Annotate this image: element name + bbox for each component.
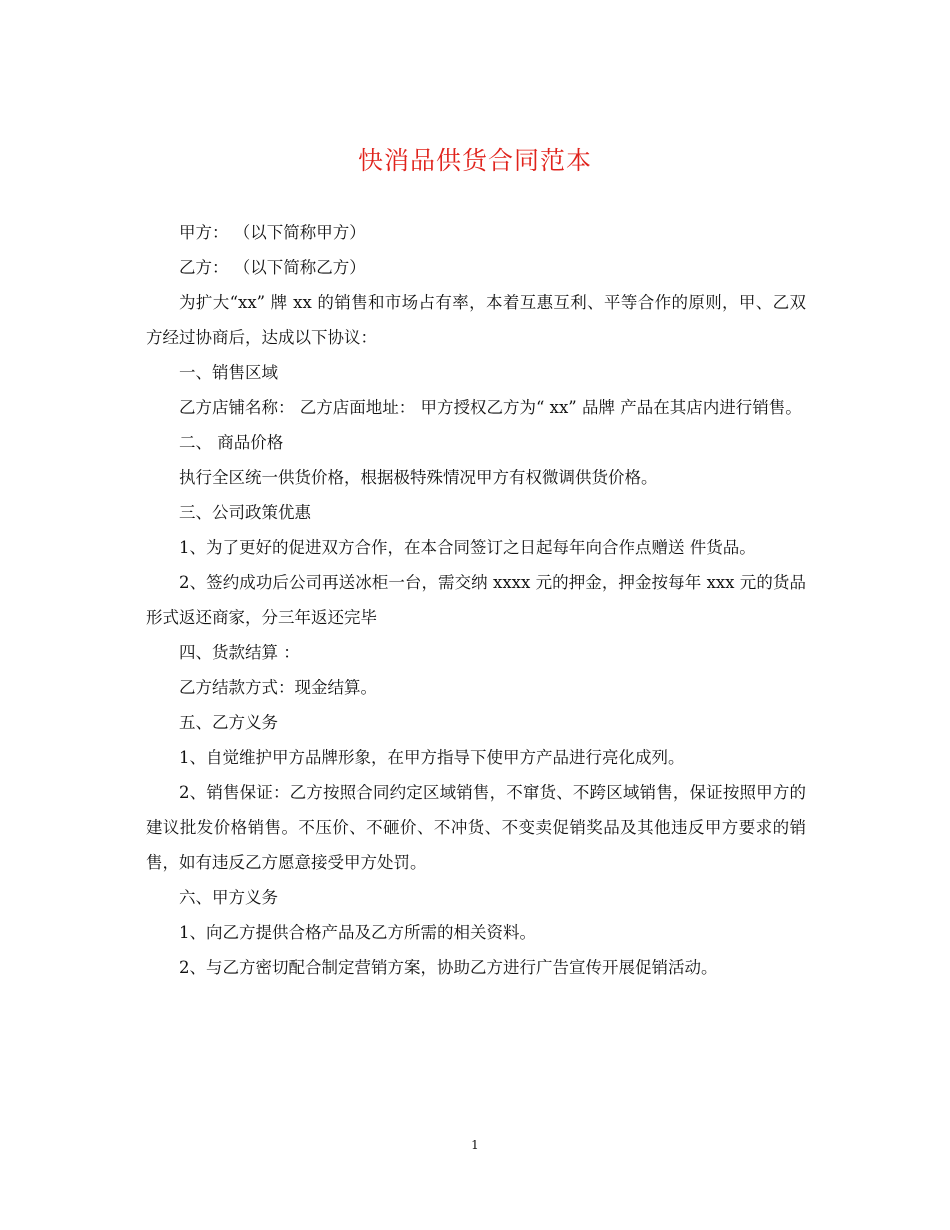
page-number: 1	[471, 1138, 479, 1152]
paragraph-party-a: 甲方： （以下简称甲方）	[179, 223, 366, 242]
paragraph-store-info: 乙方店铺名称： 乙方店面地址： 甲方授权乙方为“ xx” 品牌 产品在其店内进行销售。	[179, 398, 802, 417]
section-heading-party-a-duties: 六、甲方义务	[179, 888, 278, 907]
document-body	[146, 215, 806, 985]
paragraph-policy-2: 2、签约成功后公司再送冰柜一台，需交纳 xxxx 元的押金，押金按每年 xxx 元的货品形式返还商家，分三年返还完毕	[146, 573, 806, 627]
section-heading-sales-area: 一、销售区域	[179, 363, 278, 382]
paragraph-party-a-duty-2: 2、与乙方密切配合制定营销方案，协助乙方进行广告宣传开展促销活动。	[179, 958, 718, 977]
paragraph-payment: 乙方结款方式：现金结算。	[179, 678, 377, 697]
paragraph-price: 执行全区统一供货价格，根据极特殊情况甲方有权微调供货价格。	[179, 468, 658, 487]
paragraph-party-b: 乙方： （以下简称乙方）	[179, 258, 366, 277]
paragraph-policy-1: 1、为了更好的促进双方合作，在本合同签订之日起每年向合作点赠送 件货品。	[179, 538, 756, 557]
paragraph-party-b-duty-2: 2、销售保证：乙方按照合同约定区域销售，不窜货、不跨区域销售，保证按照甲方的建议批发价格销售。不压价、不砸价、不冲货、不变卖促销奖品及其他违反甲方要求的销售，如有违反乙方愿意接受甲方处罚。	[146, 783, 806, 872]
paragraph-party-a-duty-1: 1、向乙方提供合格产品及乙方所需的相关资料。	[179, 923, 536, 942]
section-heading-price: 二、 商品价格	[179, 433, 284, 452]
section-heading-payment: 四、货款结算 ：	[179, 643, 300, 662]
section-heading-party-b-duties: 五、乙方义务	[179, 713, 278, 732]
paragraph-party-b-duty-1: 1、自觉维护甲方品牌形象，在甲方指导下使甲方产品进行亮化成列。	[179, 748, 685, 767]
document-title: 快消品供货合同范本	[357, 146, 592, 175]
section-heading-policy: 三、公司政策优惠	[179, 503, 311, 522]
paragraph-preamble: 为扩大“xx” 牌 xx 的销售和市场占有率，本着互惠互利、平等合作的原则，甲、乙双方经过协商后，达成以下协议：	[146, 293, 806, 347]
